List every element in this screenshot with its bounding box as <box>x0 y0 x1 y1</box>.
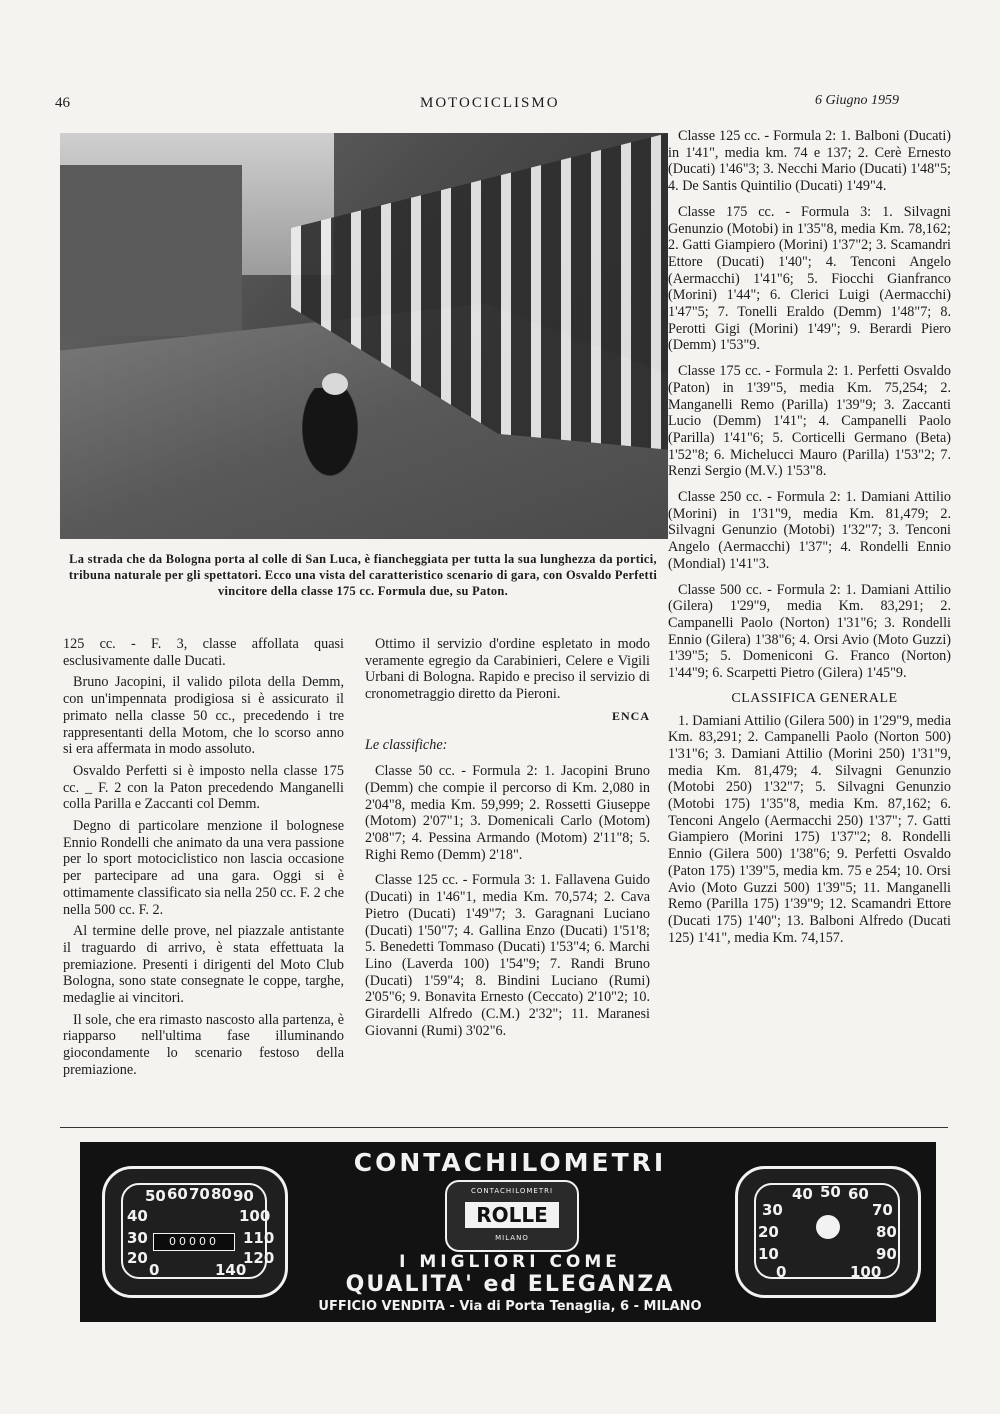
gauge-number: 40 <box>792 1185 813 1203</box>
issue-date: 6 Giugno 1959 <box>815 93 899 108</box>
class-result: Classe 175 cc. - Formula 2: 1. Perfetti Osvaldo (Paton) in 1'39"5, media Km. 75,254; 2. Manganelli Remo (Parilla) 1'39"9; 3. Zaccanti Lucio (Demm) 1'41"; 4. Campanelli Paolo (Parilla) 1'41"6; 5. Corticelli Germano (Beta) 1'52"8; 6. Michelucci Mauro (Parilla) 1'53"2; 7. Renzi Sergio (M.V.) 1'53"8. <box>668 363 951 480</box>
gauge-number: 140 <box>215 1261 247 1279</box>
photo-building <box>60 165 242 336</box>
gauge-number: 70 <box>872 1201 893 1219</box>
paragraph: Osvaldo Perfetti si è imposto nella classe 175 cc. _ F. 2 con la Paton precedendo Manganelli colla Parilla e Zaccanti col Demm. <box>63 762 344 813</box>
gauge-number: 80 <box>876 1223 897 1241</box>
paragraph: Al termine delle prove, nel piazzale antistante il traguardo di arrivo, è stata effettuata la premiazione. Presenti i dirigenti del Moto Club Bologna, sono state consegnate le coppe, targhe, medaglie ai vincitori. <box>63 923 344 1007</box>
gauge-number: 70 <box>189 1185 210 1203</box>
ad-sales-office: UFFICIO VENDITA - Via di Porta Tenaglia, 6 - MILANO <box>260 1299 760 1314</box>
journal-title: MOTOCICLISMO <box>420 95 560 111</box>
paragraph: 125 cc. - F. 3, classe affollata quasi esclusivamente dalle Ducati. <box>63 636 344 669</box>
odometer-icon: 00000 <box>153 1233 235 1251</box>
class-result: Classe 125 cc. - Formula 3: 1. Fallavena Guido (Ducati) in 1'46"1, media Km. 70,574; 2. Cava Pietro (Ducati) 1'49"7; 3. Garagnani Luciano (Ducati) 1'50"7; 4. Gallina Enzo (Ducati) 1'51'8; 5. Benedetti Tommaso (Ducati) 1'53"4; 6. Marchi Lino (Laverda 100) 1'54"9; 7. Randi Bruno (Ducati) 1'59"4; 8. Bindini Luciano (Rumi) 2'05"6; 9. Bonavita Ernesto (Ceccato) 2'10"2; 10. Girardelli Alfredo (C.M.) 2'32"; 11. Maranesi Giovanni (Rumi) 3'02"6. <box>365 872 650 1039</box>
gauge-number: 20 <box>758 1223 779 1241</box>
author-signature: ENCA <box>611 708 650 723</box>
paragraph: Bruno Jacopini, il valido pilota della Demm, con un'impennata prodigiosa si è assicurato il primato nella classe 50 cc., precedendo i tre rappresentanti della Motom, che lo scorso anno si era affermata in modo assoluto. <box>63 674 344 758</box>
gauge-number: 90 <box>233 1187 254 1205</box>
gauge-number: 60 <box>848 1185 869 1203</box>
gauge-number: 50 <box>145 1187 166 1205</box>
gauge-number: 100 <box>239 1207 271 1225</box>
gauge-number: 60 <box>167 1185 188 1203</box>
general-standings: 1. Damiani Attilio (Gilera 500) in 1'29"9, media Km. 83,291; 2. Campanelli Paolo (Norton 500) 1'31"6; 3. Damiani Attilio (Morini 250) 1'31"9, media Km. 81,479; 4. Silvagni Genunzio (Motobi 250) 1'32"7; 5. Silvagni Genunzio (Motobi 175) 1'35"8, media Km. 87,162; 6. Tenconi Angelo (Aermacchi 250) 1'37"; 7. Gatti Giampiero (Morini 175) 1'37"2; 8. Rondelli Ennio (Gilera 500) 1'38"6; 9. Perfetti Osvaldo (Paton 175) 1'39"5, media km. 75 e 254; 10. Orsi Avio (Moto Guzzi 500) 1'39"5; 11. Manganelli Remo (Parilla 175) 1'39"9; 12. Scamandri Ettore (Ducati 175) 1'40"; 13. Balboni Alfredo (Ducati 125) 1'41", media Km. 74,157. <box>668 712 951 946</box>
article-column-3 <box>668 128 951 951</box>
advertisement <box>80 1142 936 1322</box>
gauge-number: 110 <box>243 1229 275 1247</box>
gauge-number: 20 <box>127 1249 148 1267</box>
paragraph: Il sole, che era rimasto nascosto alla partenza, è riapparso nell'ultima fase illuminando giocondamente lo scenario festoso della premiazione. <box>63 1011 344 1078</box>
general-standings-heading: CLASSIFICA GENERALE <box>731 690 898 706</box>
ad-title: CONTACHILOMETRI <box>353 1148 667 1177</box>
class-result: Classe 175 cc. - Formula 3: 1. Silvagni Genunzio (Motobi) in 1'35"8, media Km. 78,162; 2. Gatti Giampiero (Morini) 1'37"2; 3. Scamandri Ettore (Ducati) 1'40"; 4. Tenconi Angelo (Aermacchi) 1'41"6; 5. Fiocchi Gianfranco (Morini) 1'44"; 6. Clerici Luigi (Aermacchi) 1'47"5; 7. Tonelli Eraldo (Demm) 1'48"7; 8. Perotti Gigi (Morini) 1'49"; 9. Berardi Piero (Demm) 1'53"9. <box>668 203 951 354</box>
gauge-number: 100 <box>850 1263 882 1281</box>
photo-helmet <box>322 373 348 395</box>
rolle-logo <box>445 1180 579 1252</box>
speedometer-left-icon <box>102 1166 288 1298</box>
logo-city: MILANO <box>495 1234 529 1242</box>
gauge-number: 30 <box>762 1201 783 1219</box>
photo-motorcyclist <box>295 388 365 488</box>
divider-line <box>60 1127 948 1128</box>
gauge-number: 30 <box>127 1229 148 1247</box>
standings-label: Le classifiche: <box>365 736 448 753</box>
paragraph: Degno di particolare menzione il bolognese Ennio Rondelli che animato da una vera passione per lo sport motociclistico non lascia occasione per partecipare ad una gara. Oggi si è ottimamente classificato sia nella 250 cc. F. 2 che nella 500 cc. F. 2. <box>63 818 344 918</box>
gauge-number: 0 <box>776 1263 787 1281</box>
gauge-number: 40 <box>127 1207 148 1225</box>
class-result: Classe 50 cc. - Formula 2: 1. Jacopini Bruno (Demm) che compie il percorso di Km. 2,080 in 2'04"8, media Km. 59,999; 2. Rossetti Giuseppe (Motom) 2'07"1; 3. Domenicali Carlo (Motom) 2'08"7; 4. Pessina Armando (Motom) 2'11"8; 5. Righi Remo (Demm) 2'18". <box>365 763 650 863</box>
ad-slogan-line-2: QUALITA' ed ELEGANZA <box>345 1272 675 1297</box>
article-column-1 <box>63 636 344 1084</box>
class-result: Classe 125 cc. - Formula 2: 1. Balboni (Ducati) in 1'41", media km. 74 e 137; 2. Cerè Ernesto (Ducati) 1'46"3; 3. Necchi Mario (Ducati) 1'48"5; 4. De Santis Quintilio (Ducati) 1'49"4. <box>668 128 951 195</box>
class-result: Classe 500 cc. - Formula 2: 1. Damiani Attilio (Gilera) 1'29"9, media Km. 83,291; 2. Campanelli Paolo (Norton) 1'31"6; 3. Rondelli Ennio (Gilera) 1'38"6; 4. Orsi Avio (Moto Guzzi) 1'39"5; 5. Domeniconi G. Franco (Norton) 1'44"9; 6. Scarpetti Pietro (Gilera) 1'45"9. <box>668 581 951 682</box>
gauge-hub-icon <box>816 1215 840 1239</box>
gauge-number: 0 <box>149 1261 160 1279</box>
ad-slogan-line-1: I MIGLIORI COME <box>399 1252 621 1272</box>
gauge-number: 90 <box>876 1245 897 1263</box>
article-column-2 <box>365 636 650 1048</box>
gauge-number: 10 <box>758 1245 779 1263</box>
gauge-number: 120 <box>243 1249 275 1267</box>
logo-top-text: CONTACHILOMETRI <box>470 1187 554 1195</box>
page-number: 46 <box>55 95 70 111</box>
class-result: Classe 250 cc. - Formula 2: 1. Damiani Attilio (Morini) in 1'31"9, media Km. 81,479; 2. Silvagni Genunzio (Motobi) 1'32"7; 3. Tenconi Angelo (Aermacchi) 1'37"; 4. Rondelli Ennio (Mondial) 1'41"3. <box>668 489 951 572</box>
race-photo <box>60 133 668 539</box>
gauge-number: 50 <box>820 1183 841 1201</box>
logo-brand: ROLLE <box>465 1202 559 1228</box>
speedometer-right-icon <box>735 1166 921 1298</box>
paragraph: Ottimo il servizio d'ordine espletato in modo veramente egregio da Carabinieri, Celere e Vigili Urbani di Bologna. Rapido e preciso il servizio di cronometraggio diretto da Pieroni. <box>365 636 650 703</box>
photo-caption: La strada che da Bologna porta al colle di San Luca, è fiancheggiata per tutta la sua lunghezza da portici, tribuna naturale per gli spettatori. Ecco una vista del caratteristico scenario di gara, con Osvaldo Perfetti vincitore della classe 175 cc. Formula due, su Paton. <box>68 552 658 598</box>
gauge-number: 80 <box>211 1185 232 1203</box>
